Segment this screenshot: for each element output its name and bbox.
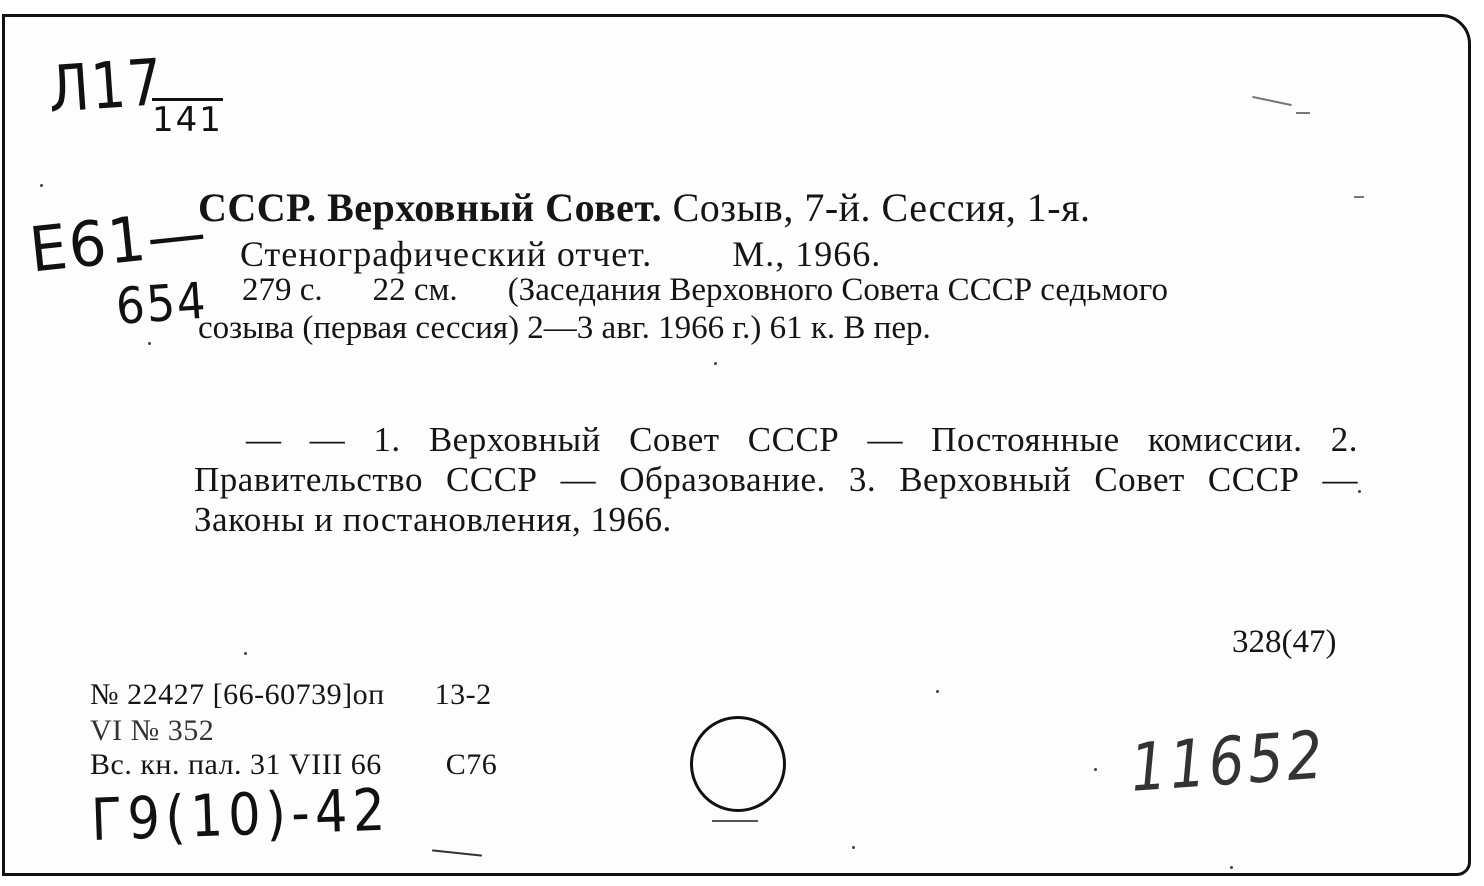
- entry-collation-line: [242, 274, 1168, 307]
- handwritten-shelf-fraction: 141: [152, 100, 223, 140]
- scan-speck: [936, 690, 939, 693]
- production-line-1: [90, 680, 492, 710]
- scan-speck: [40, 184, 43, 187]
- entry-imprint: М., 1966.: [732, 234, 882, 274]
- entry-note-line2: созыва (первая сессия) 2—3 авг. 1966 г.) 61 к. В пер.: [198, 310, 931, 346]
- scan-mark: [1296, 112, 1310, 114]
- tracing-lead: — — 1. Верховный Совет СССР — Постоянные комиссии.: [246, 420, 1303, 459]
- entry-heading-corporate: СССР. Верховный Совет.: [198, 185, 663, 230]
- entry-note-line1: (Заседания Верховного Совета СССР седьмого: [507, 272, 1169, 308]
- scan-speck: [714, 362, 717, 365]
- card-punch-hole: [690, 716, 786, 812]
- scan-speck: [148, 342, 151, 345]
- udc-number: 328(47): [1232, 624, 1337, 660]
- scan-speck: [1094, 768, 1097, 771]
- chamber-date: Вс. кн. пал. 31 VIII 66: [90, 748, 382, 781]
- handwritten-shelf-mark: Л17: [46, 45, 167, 128]
- tracing-rest: 2. Правительство СССР — Образование. 3. Верховный Совет СССР — Законы и постановления, 1966.: [194, 420, 1358, 539]
- handwritten-inventory-number: 11652: [1128, 716, 1329, 807]
- scan-speck: [1230, 866, 1233, 869]
- entry-size: 22 см.: [372, 272, 458, 308]
- handwritten-bottom-code: Г9(10)-42: [90, 775, 392, 854]
- handwritten-class-code-number: 654: [114, 271, 210, 336]
- handwritten-class-code: Е61—: [26, 195, 212, 287]
- print-code: 13-2: [434, 678, 492, 711]
- entry-title-line: [240, 236, 881, 272]
- production-line-2: VI № 352: [90, 714, 215, 747]
- scan-speck: [244, 652, 247, 655]
- scan-speck: [1358, 490, 1361, 493]
- entry-pages: 279 с.: [242, 272, 323, 308]
- subject-tracings: [194, 420, 1358, 540]
- production-line-3: [90, 750, 497, 780]
- entry-title: Стенографический отчет.: [240, 234, 653, 274]
- scan-speck: [852, 846, 855, 849]
- entry-heading-session: Созыв, 7-й. Сессия, 1-я.: [672, 185, 1091, 230]
- entry-heading: [198, 185, 1091, 230]
- card-code: С76: [445, 748, 498, 781]
- order-number: № 22427 [66-60739]оп: [90, 678, 385, 711]
- scan-mark: [712, 820, 758, 822]
- scan-mark: [1354, 196, 1364, 198]
